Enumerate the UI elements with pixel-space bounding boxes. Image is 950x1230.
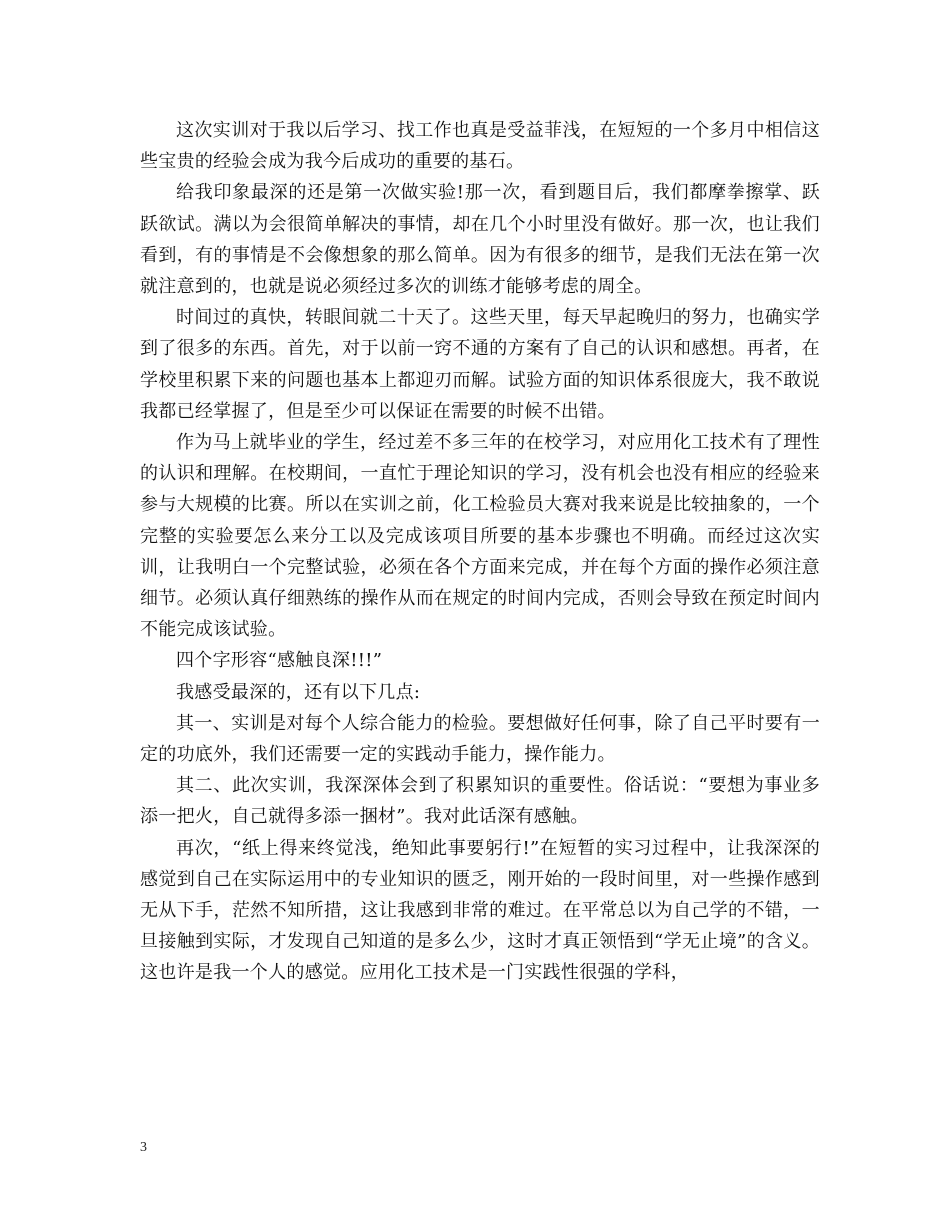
body-text xyxy=(140,115,820,989)
paragraph-7: 其一、实训是对每个人综合能力的检验。要想做好任何事，除了自己平时要有一定的功底外，我们还需要一定的实践动手能力，操作能力。 xyxy=(140,712,820,766)
paragraph-9: 再次，“纸上得来终觉浅，绝知此事要躬行!”在短暂的实习过程中，让我深深的感觉到自己在实际运用中的专业知识的匮乏，刚开始的一段时间里，对一些操作感到无从下手，茫然不知所措，这让我感到非常的难过。在平常总以为自己学的不错，一旦接触到实际，才发现自己知道的是多么少，这时才真正领悟到“学无止境”的含义。这也许是我一个人的感觉。应用化工技术是一门实践性很强的学科， xyxy=(140,837,820,984)
paragraph-2: 给我印象最深的还是第一次做实验!那一次，看到题目后，我们都摩拳擦掌、跃跃欲试。满以为会很简单解决的事情，却在几个小时里没有做好。那一次，也让我们看到，有的事情是不会像想象的那么简单。因为有很多的细节，是我们无法在第一次就注意到的，也就是说必须经过多次的训练才能够考虑的周全。 xyxy=(140,182,820,298)
paragraph-3: 时间过的真快，转眼间就二十天了。这些天里，每天早起晚归的努力，也确实学到了很多的东西。首先，对于以前一窍不通的方案有了自己的认识和感想。再者，在学校里积累下来的问题也基本上都迎刃而解。试验方面的知识体系很庞大，我不敢说我都已经掌握了，但是至少可以保证在需要的时候不出错。 xyxy=(140,307,820,422)
paragraph-8: 其二、此次实训，我深深体会到了积累知识的重要性。俗话说：“要想为事业多添一把火，自己就得多添一捆材”。我对此话深有感触。 xyxy=(140,775,820,828)
paragraph-4: 作为马上就毕业的学生，经过差不多三年的在校学习，对应用化工技术有了理性的认识和理解。在校期间，一直忙于理论知识的学习，没有机会也没有相应的经验来参与大规模的比赛。所以在实训之前，化工检验员大赛对我来说是比较抽象的，一个完整的实验要怎么来分工以及完成该项目所要的基本步骤也不明确。而经过这次实训，让我明白一个完整试验，必须在各个方面来完成，并在每个方面的操作必须注意细节。必须认真仔细熟练的操作从而在规定的时间内完成，否则会导致在预定时间内不能完成该试验。 xyxy=(140,432,820,641)
paragraph-5: 四个字形容“感触良深!!!” xyxy=(176,650,383,672)
page-number: 3 xyxy=(140,1140,147,1155)
paragraph-6: 我感受最深的，还有以下几点: xyxy=(176,681,421,703)
paragraph-1: 这次实训对于我以后学习、找工作也真是受益菲浅，在短短的一个多月中相信这些宝贵的经验会成为我今后成功的重要的基石。 xyxy=(140,120,820,173)
